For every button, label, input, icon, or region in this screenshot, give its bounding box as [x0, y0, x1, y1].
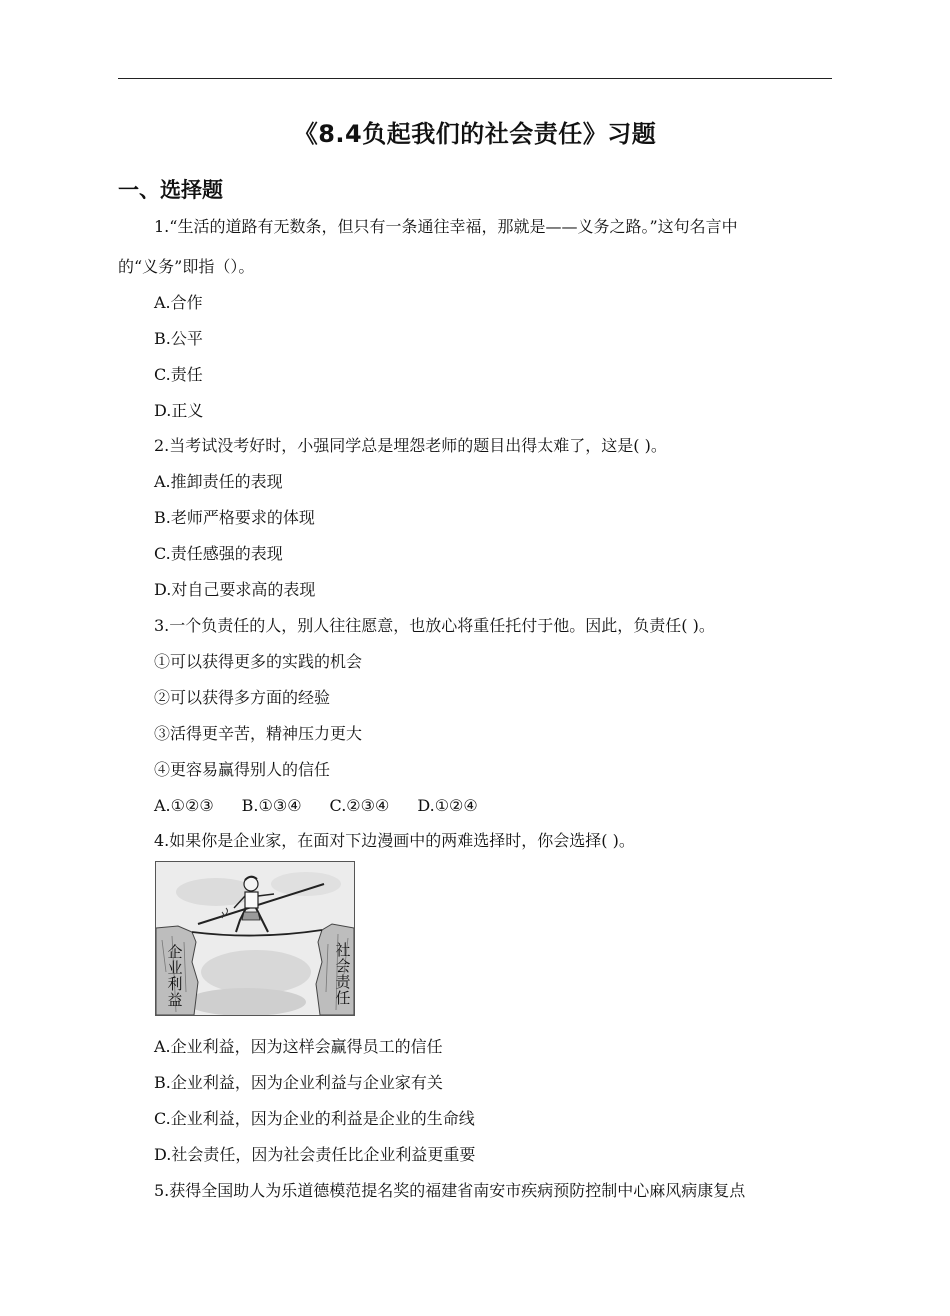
question-1-text: 1.“生活的道路有无数条，但只有一条通往幸福，那就是——义务之路。”这句名言中	[154, 217, 738, 236]
question-3-choices	[154, 795, 478, 817]
question-3-choice-c: C.②③④	[329, 796, 390, 815]
cartoon-left-label: 企业利益	[167, 943, 183, 1009]
question-2-option-b: B.老师严格要求的体现	[154, 508, 315, 527]
question-5-text: 5.获得全国助人为乐道德模范提名奖的福建省南安市疾病预防控制中心麻风病康复点	[154, 1181, 746, 1200]
question-1-text-continued: 的“义务”即指（）。	[118, 257, 255, 276]
question-1-option-c: C.责任	[154, 365, 203, 384]
question-2-option-a: A.推卸责任的表现	[154, 472, 283, 491]
question-2-option-c: C.责任感强的表现	[154, 544, 283, 563]
cartoon-right-label: 社会责任	[335, 941, 351, 1007]
question-1-option-b: B.公平	[154, 329, 203, 348]
question-3-statement-2: ②可以获得多方面的经验	[154, 688, 331, 707]
question-2-text: 2.当考试没考好时，小强同学总是埋怨老师的题目出得太难了，这是( )。	[154, 436, 667, 455]
question-4-option-b: B.企业利益，因为企业利益与企业家有关	[154, 1073, 443, 1092]
question-3-text: 3.一个负责任的人，别人往往愿意，也放心将重任托付于他。因此，负责任( )。	[154, 616, 715, 635]
question-2-option-d: D.对自己要求高的表现	[154, 580, 316, 599]
question-4-option-d: D.社会责任，因为社会责任比企业利益更重要	[154, 1145, 476, 1164]
question-3-choice-a: A.①②③	[154, 796, 214, 815]
question-3-statement-3: ③活得更辛苦，精神压力更大	[154, 724, 363, 743]
question-1-option-a: A.合作	[154, 293, 203, 312]
question-3-choice-b: B.①③④	[241, 796, 302, 815]
header-rule	[118, 78, 832, 79]
tightrope-cartoon	[155, 861, 355, 1016]
section-heading: 一、选择题	[118, 178, 223, 202]
document-title: 《8.4负起我们的社会责任》习题	[293, 120, 657, 148]
question-4-option-c: C.企业利益，因为企业的利益是企业的生命线	[154, 1109, 475, 1128]
question-3-statement-4: ④更容易赢得别人的信任	[154, 760, 331, 779]
question-4-option-a: A.企业利益，因为这样会赢得员工的信任	[154, 1037, 443, 1056]
question-3-statement-1: ①可以获得更多的实践的机会	[154, 652, 363, 671]
question-1-option-d: D.正义	[154, 401, 204, 420]
question-3-choice-d: D.①②④	[417, 796, 478, 815]
cartoon-illustration	[156, 862, 354, 1015]
question-4-text: 4.如果你是企业家，在面对下边漫画中的两难选择时，你会选择( )。	[154, 831, 635, 850]
